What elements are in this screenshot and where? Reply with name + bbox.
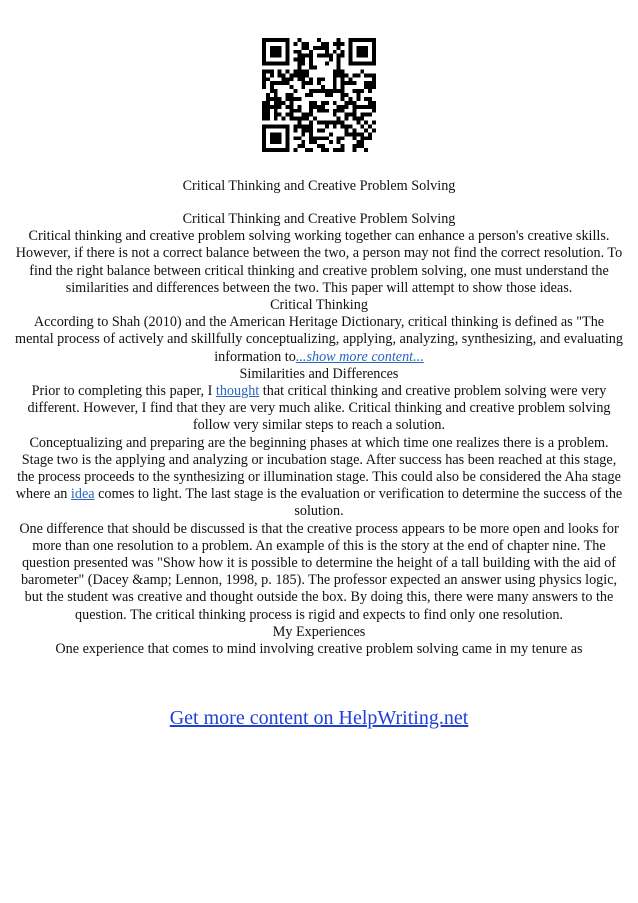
para-text: that critical thinking and creative problem solving were very different. However, I find that they are very much alike. Critical thinking and creative problem solving follow very similar steps to reach a solution. <box>27 383 611 434</box>
section-heading-similarities: Similarities and Differences <box>239 365 399 382</box>
experiences-paragraph: One experience that comes to mind involving creative problem solving came in my tenure as <box>55 641 583 658</box>
critical-thinking-paragraph <box>14 314 624 366</box>
stages-paragraph <box>14 435 624 521</box>
page-title: Critical Thinking and Creative Problem Solving <box>182 178 456 194</box>
document-body <box>14 211 624 658</box>
section-heading-experiences: My Experiences <box>272 623 366 640</box>
similarities-paragraph <box>14 383 624 435</box>
differences-paragraph: One difference that should be discussed is that the creative process appears to be more open and looks for more than one resolution to a problem. An example of this is the story at the end of chapter nine. The question presented was "Show how it is possible to determine the height of a tall building with the aid of barometer" (Dacey &amp; Lennon, 1998, p. 185). The professor expected an answer using physics logic, but the student was creative and thought outside the box. By doing this, there were many answers to the question. The critical thinking process is rigid and expects to find only one resolution. <box>19 520 619 623</box>
intro-paragraph: Critical thinking and creative problem solving working together can enhance a person's creative skills. However, if there is not a correct balance between the two, a person may not find the correct resolution. To find the right balance between critical thinking and creative problem solving, one must understand the similarities and differences between the two. This paper will attempt to show those ideas. <box>15 228 623 296</box>
para-text: Prior to completing this paper, I <box>31 383 216 400</box>
qr-code-icon <box>262 38 376 152</box>
show-more-link[interactable]: ...show more content... <box>295 348 424 365</box>
para-text: Conceptualizing and preparing are the beginning phases at which time one realizes there is a problem. Stage two is the applying and analyzing or incubation stage. After success has been reached at this stage, the process proceeds to the synthesizing or illumination stage. This could also be considered the Aha stage where an <box>15 434 621 503</box>
cta-container <box>0 706 638 730</box>
section-heading-critical-thinking: Critical Thinking <box>270 297 368 314</box>
thought-link[interactable]: thought <box>215 383 260 400</box>
idea-link[interactable]: idea <box>70 486 95 503</box>
para-text: comes to light. The last stage is the evaluation or verification to determine the success of the solution. <box>94 486 623 520</box>
get-more-content-link[interactable]: Get more content on HelpWriting.net <box>169 707 469 729</box>
document-heading: Critical Thinking and Creative Problem Solving <box>182 211 456 227</box>
definition-text: According to Shah (2010) and the American Heritage Dictionary, critical thinking is defined as "The mental process of actively and skillfully conceptualizing, applying, analyzing, synthesizing, and evaluating information to <box>15 314 623 365</box>
